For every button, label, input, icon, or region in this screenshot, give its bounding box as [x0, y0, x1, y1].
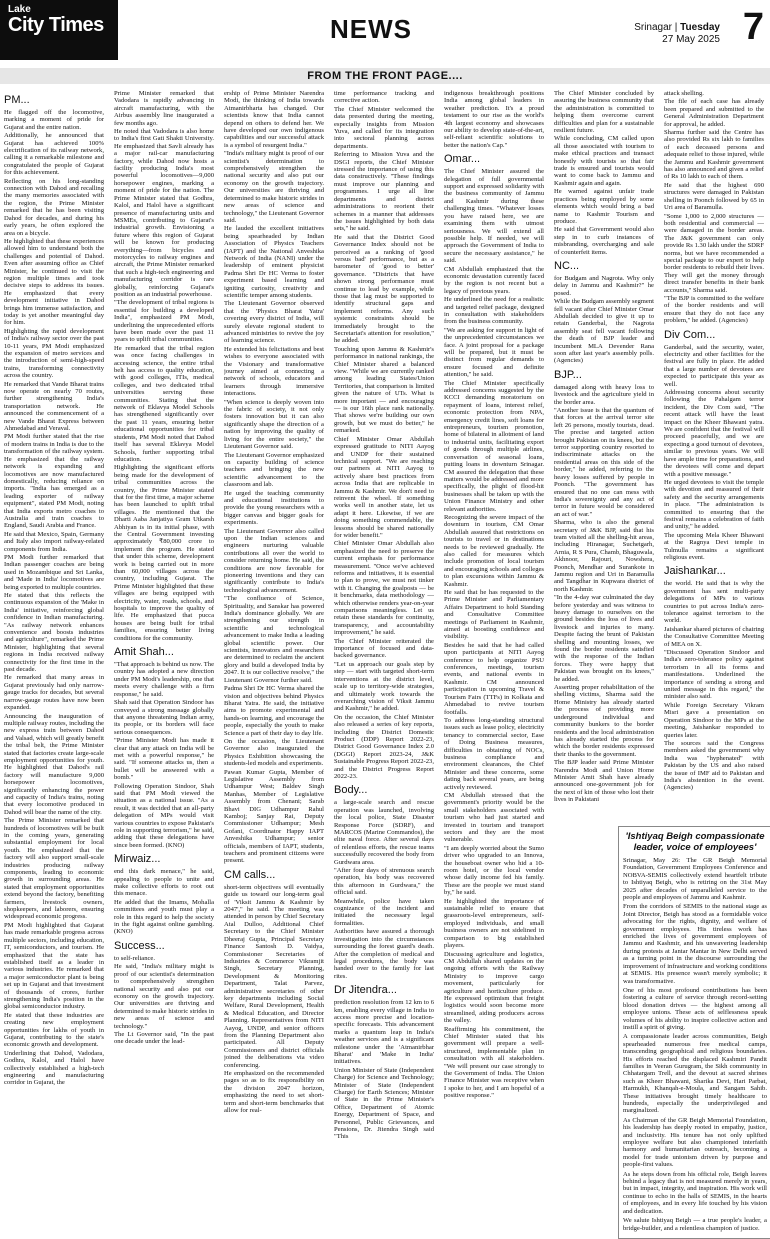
article-paragraph: Highlighting the significant efforts being made for the development of tribal communities across the country, the Prime Minister stated that for the first time, a major scheme has been launched to uplift tribal villages. He mentioned that the Dharti Aaba Janjatiya Gram Utkarsh Abhiyan is in its initial phase, with the Central Government investing approximately ₹80,000 crore to implement the program. He stated that under this scheme, development work is being carried out in more than 60,000 villages across the country, including Gujarat. The Prime Minister highlighted that these villages are being equipped with electricity, water, roads, schools, and hospitals to improve the quality of life. He emphasized that pucca houses are being built for tribal families, ensuring better living conditions for the community. [114, 464, 214, 642]
article-paragraph: Addressing concerns about security following the Pahalgam terror incident, the Div Com said, "The recent attack will have the least impact on the Kheer Bhawani yatra. We are confident that the festival will proceed peacefully, and we are expecting a good turnout of devotees, similar to previous years. We will have ample time for preparations, and the devotees will come and depart with a positive message." [664, 389, 764, 478]
article-paragraph: Additionally, he announced that Gujarat has achieved 100% electrification of its railway network, calling it a remarkable milestone and congratulated the people of Gujarat for this achievement. [4, 132, 104, 177]
article-paragraph: "The BJP is committed to the welfare of the border residents and will ensure that they do not face any problem," he added. (Agencies) [664, 294, 764, 325]
article-heading: Div Com... [664, 328, 716, 341]
article-paragraph: He stated that this reflects the continuous expansion of the 'Make in India' initiative, reinforcing global confidence in Indian manufacturing. "As railway network enhances convenience and boosts industries and agriculture", remarked the Prime Minister, highlighting that several regions in India received railway connectivity for the first time in the past decade. [4, 592, 104, 674]
article-paragraph: He said that Government would also step in to curb instances of misbranding, overcharging and sale of counterfeit items. [554, 226, 654, 256]
article-paragraph: Sharma further said the Centre has also provided Rs six lakh to families of each deceased persons and adequate relief to those injured, while the Jammu and Kashmir government has also announced and given a relief of Rs 10 lakh to each of them. [664, 129, 764, 181]
article-paragraph: He said that he has requested to the Prime Minister and Parliamentary Affairs Department to hold Standing and Consultative Committee meetings of Parliament in Kashmir, aimed at boosting confidence and visibility. [444, 589, 544, 641]
article-paragraph: prediction resolution from 12 km to 6 km, enabling every village in India to access more precise and location-specific forecasts. This advancement marks a quantum leap in India's weather services and is a significant milestone under the 'Atmanirbhar Bharat' and 'Make in India' initiatives. [334, 999, 434, 1066]
article-paragraph: The Prime Minister remarked that hundreds of locomotives will be built in the coming years, generating substantial employment for local youth. He emphasized that the factory will also support small-scale industries producing railway components, leading to economic growth in surrounding areas. He stated that employment opportunities extend beyond the factory, benefiting farmers, livestock owners, shopkeepers, and laborers, ensuring widespread economic progress. [4, 817, 104, 921]
article-paragraph: He remarked that many areas in Gujarat previously had only narrow-gauge tracks for decades, but several narrow-gauge routes have now been expanded. [4, 674, 104, 712]
article-paragraph: He flagged off the locomotive, marking a moment of pride for Gujarat and the entire nation. [4, 109, 104, 131]
article-paragraph: "Let us approach our goals step by step — start with targeted short-term interventions at the district level, scale up to territory-wide strategies, and ultimately work towards the overarching vision of Viksit Jammu and Kashmir," he added. [334, 660, 434, 713]
article-paragraph: He said that Mexico, Spain, Germany and Italy also import railway-related components from India. [4, 530, 104, 553]
tribute-paragraph: As Chairman of the GR Beigh Memorial Foundation, his leadership has deeply rooted in empathy, justice, and inclusivity. His tenure has not only uplifted employee welfare but also championed interfaith harmony and humanitarian outreach, becoming a model for trade unionism driven by purpose and people-first values. [623, 1116, 767, 1169]
article-paragraph: Following Operation Sindoor, Shah said that PM Modi viewed the situation as a national issue. "As a result, it was decided that an all-party delegation of MPs would visit various countries to expose Pakistan's role in supporting terrorism," he said, adding that these delegations have since been formed. (KNO) [114, 782, 214, 849]
date: 27 May 2025 [662, 34, 720, 45]
tribute-title: 'Ishtiyaq Beigh compassionate leader, voice of employees' [625, 831, 765, 853]
article-heading: Amit Shah... [114, 646, 174, 659]
city: Srinagar [634, 22, 672, 33]
date-block: Srinagar | Tuesday 27 May 2025 [634, 22, 720, 45]
article-paragraph: "In the 4-day war culminated the day before yesterday and was witness to heavy damage to ourselves on the ground besides the loss of lives and livestock and injuries to many. Despite facing the brunt of Pakistan shelling and mounting losses, we found the border residents satisfied with the response of the Indian forces. They were happy that Pakistan was brought on its knees," he added. [554, 594, 654, 683]
article-paragraph: "Another issue is that the quantum of that forces at the arrival terror site left 26 persons, mostly tourists, dead. The precise and targeted action brought Pakistan on its knees, but the terror supporting country resorted to indiscriminate attacks on the residential areas on this side of the border," he added, referring to the heavy losses suffered by people in Poonch. "The government has ensured that no one can mess with India's sovereignty and any act of terror in future would be considered an act of war." [554, 407, 654, 518]
article-paragraph: time performance tracking and corrective action. [334, 90, 434, 105]
article-paragraph: The Chief Minister specifically addressed concerns suggested by the KCCI demanding moratorium on repayment of loans, interest relief, economic protection from NPA, emergency credit lines, soft loans for entrepreneurs, tourism promotion, home of bilateral in allotment of land to industrial units, facilitating export of goods through multiple airlines, conversation of seasonal loans, putting loans in downturn Srinagar. CM assured the delegation that these matters would be addressed and more specifically, the plight of flood-hit businesses shall be taken up with the Union Finance Ministry and other relevant authorities. [444, 379, 544, 513]
article-paragraph: "We are asking for support in light of the unprecedented circumstances we face. A joint proposal for a package will be prepared, but it must be distinct from regular demands to ensure focused and definite attention," he said. [444, 326, 544, 379]
tribute-paragraph: As he steps down from his official role, Beigh leaves behind a legacy that is not measured merely in years, but in impact, integrity, and inspiration. His work will continue to echo in the halls of SEMIS, in the hearts of employees, and in every life touched by his vision and dedication. [623, 1170, 767, 1215]
article-paragraph: He added that the Imams, Mohalla committees and youth must play a role in this regard to help the society in the fight against online gambling. (KNO) [114, 898, 214, 936]
article-paragraph: Highlighting the rapid development of India's railway sector over the past 10-11 years, PM Modi emphasized the expansion of metro services and the introduction of semi-high-speed trains, transforming connectivity across the country. [4, 327, 104, 380]
column-7 [664, 90, 764, 820]
article-paragraph: He warned against unfair trade practices being employed by some elements which would bring a bad name to Kashmir Tourism and produce. [554, 188, 654, 225]
article-paragraph: While concluding, CM called upon all those associated with tourism to make ethical practices and transact honestly with tourists so that fair trade is ensured and tourists would want to come back to Jammu and Kashmir again and again. [554, 135, 654, 187]
article-paragraph: "When science is deeply woven into the fabric of society, it not only fosters innovation but it can also significantly shape the direction of a nation by improving the quality of living for the entire society," the Lieutenant Governor said. [224, 398, 324, 451]
article-paragraph: "The development of tribal regions is essential for building a developed India", emphasized PM Modi, underlining the unprecedented efforts have been made over the past 11 years to uplift tribal communities. [114, 299, 214, 344]
article-paragraph: Pawan Kumar Gupta, Member of Legislative Assembly from Udhampur West; Baldev Singh Manhas, Member of Legislative Assembly from Chenani; Sarab Bhavi DIG Udhampur Rahul Kamboj; Sanjay Rai, Deputy Commissioner Udhampur; Mesh Gofani, Coordinator Happy IAPT Anveshika Udhampur; senior officials, members of IAPT, students, teachers and prominent citizens were present. [224, 768, 324, 865]
article-heading: PM... [4, 94, 30, 106]
article-paragraph: He said that the District Good Governance Index should not be perceived as a ranking of 'good versus bad' performance, but as a barometer of 'good to better' governance. "Districts that have shown strong performance must continue to lead by example, while those that lag must be supported to identify structural gaps and implement reforms. Any such systemic constraints should be immediately brought to the Secretariat's attention for resolution," he added. [334, 233, 434, 345]
article-paragraph: Asserting proper rehabilitation of the shelling victims, Sharma said the Home Ministry has already started the process of providing more underground individual and community bunkers to the border residents and the local administration has already started the process for which the border residents expressed their thanks to the government. [554, 684, 654, 758]
article-paragraph: Padma Shri Dr HC Verma shared the vision and objectives behind Physics Bharat Yatra. He said, the initiative aims to promote experimental and hands-on learning, and encourage the people, especially the youth to make Science a part of their day to day life. [224, 685, 324, 737]
article-paragraph: The Chief Minister reiterated the importance of focused and data-backed governance. [334, 637, 434, 660]
article-paragraph: The file of each case has already been prepared and submitted to the General Administration Department for approval, he added. [664, 98, 764, 128]
article-paragraph: Shah said that Operation Sindoor has conveyed a strong message globally that anyone threatening Indian army, its people, or its borders will face serious consequences. [114, 699, 214, 736]
article-heading: Mirwaiz... [114, 853, 161, 866]
tribute-box [618, 826, 770, 1239]
article-paragraph: Prime Minister remarked that Vadodara is rapidly advancing in aircraft manufacturing, with the Airbus assembly line inaugurated a few months ago. [114, 90, 214, 127]
article-paragraph: He highlighted the importance of sustainable relief to ensure that grassroots-level entrepreneurs, self-employed individuals, and small business owners are not sidelined in comparison to big established players. [444, 897, 544, 950]
article-paragraph: He remarked that the tribal region was once facing challenges in accessing science, the entire tribal belt has access to quality education, with good colleges, ITIs, medical colleges, and two dedicated tribal universities serving these communities. Stating that the network of Eklavya Model Schools has strengthened significantly over the past 11 years, ensuring better educational opportunities for tribal students, PM Modi noted that Dahod itself has several Eklavya Model Schools, further supporting tribal education. [114, 344, 214, 463]
article-paragraph: "India's military might is proof of our scientist's determination to comprehensively strengthen the national security and also put our economy on the growth trajectory. Our universities are thriving and determined to make historic strides in new areas of science and technology," the Lieutenant Governor said. [224, 150, 324, 224]
article-paragraph: Chief Minister Omar Abdullah expressed gratitude to NITI Aayog and UNDP for their sustained technical support. "We are reaching our partners at NITI Aayog to actively share best practices from across India that are replicable in Jammu & Kashmir. We don't need to reinvent the wheel. If something works well in another state, let us adapt it here. Likewise, if we are doing something commendable, the lessons should be shared nationally for wider benefit." [334, 435, 434, 539]
page-number: 7 [742, 6, 764, 48]
article-paragraph: The Chief Minister concluded by assuring the business community that the administration is committed to helping them overcome current difficulties and plan for a sustainable resilient future. [554, 90, 654, 135]
tribute-paragraph: One of his most profound contributions has been fostering a culture of service through record-setting blood donation drives — the highest among all employee unions. These acts of selflessness speak volumes of his ability to inspire collective action and instill a spirit of giving. [623, 986, 767, 1031]
article-paragraph: He said that the highest 690 structures were damaged in Pakistan shelling in Poonch followed by 65 in Uri area of Baramulla. [664, 181, 764, 212]
logo-small-text: Lake [8, 4, 31, 15]
article-paragraph: He said, "India's military might is proof of our scientist's determination to comprehensively strengthen national security and also put our economy on the growth trajectory. Our universities are thriving and determined to make historic strides in new areas of science and technology." [114, 963, 214, 1030]
tribute-paragraph: From the corridors of SEMIS to the national stage as Joint Director, Beigh has stood as a formidable voice advocating for the rights, dignity, and welfare of government employees. His tireless work has enriched the lives of government employees of Jammu and Kashmir, and his unwavering leadership during protests at Jantar Mantar in New Delhi served as a turning point in the discourse surrounding the improvement of infrastructure and working conditions at SEMIS. His presence wasn't merely symbolic; it was transformative. [623, 903, 767, 985]
article-paragraph: Chief Minister Omar Abdullah also emphasized the need to preserve the current emphasis for performance measurement. "Once we've achieved reforms and initiatives, it is essential to plan to prove, we must not tinker with it. Changing the goalposts — be it benchmarks, data methodology — which otherwise renders year-on-year comparisons meaningless. Let us retain these standards for continuity, transparency, and accountability improvement," he said. [334, 540, 434, 637]
article-paragraph: CM Abdullah emphasized that the economic devastation currently faced by the region is not recent but a legacy of previous years. [444, 265, 544, 295]
article-paragraph: the world. He said that is why the government has sent multi-party delegations of MPs to various countries to put across India's zero-tolerance against terrorism to the world. [664, 580, 764, 625]
article-paragraph: "That approach is behind us now. The country has adopted a new direction under PM Modi's leadership, one that meets every challenge with a firm response," he said. [114, 661, 214, 698]
article-paragraph: "Discussed Operation Sindoor and India's zero-tolerance policy against terrorism in all its forms and manifestations. Underlined the importance of sending a strong and united message in this regard," the minister also said. [664, 649, 764, 701]
article-paragraph: Reflecting on his long-standing connection with Dahod and recalling the many memories associated with the region, the Prime Minister remarked that he has been visiting Dahod for decades, and during his early years, he often explored the area on a bicycle. [4, 177, 104, 237]
article-paragraph: for Budgam and Nagrota. Why only delay in Jammu and Kashmir?" he posed. [554, 274, 654, 297]
article-paragraph: Besides he said that he had called upon participants at NITI Aayog conference to help organize PSU conferences, meetings, tourism events, and national events in Kashmir. CM announced participation in upcoming Travel & Tourism Fairs (TTFs) in Kolkata and Ahmedabad to revive tourism footfalls. [444, 641, 544, 716]
article-paragraph: Touching upon Jammu & Kashmir's performance in national rankings, the Chief Minister shared a balanced view. "While we are currently ranked among leading States/Union Territories, that comparison is limited given the nature of UTs. What is more important — and encouraging — is our 16th place rank nationally. That shows we're building our own growth, but we must do better," he remarked. [334, 345, 434, 435]
article-heading: Success... [114, 939, 165, 952]
article-paragraph: He stated that these industries are creating new employment opportunities for lakhs of youth in Gujarat, contributing to the state's economic growth and development. [4, 1011, 104, 1049]
article-paragraph: While the Budgam assembly segment fell vacant after Chief Minister Omar Abdullah decided to give it up to retain Ganderbal, the Nagrota assembly seat fell vacant following the death of BJP leader and incumbent MLA Devender Rana soon after last year's assembly polls. (Agencies) [554, 298, 654, 365]
article-paragraph: While Foreign Secretary Vikram Misri gave a presentation on Operation Sindoor to the MPs at the meeting, Jaishankar responded to queries later. [664, 701, 764, 739]
column-2 [114, 90, 214, 1166]
article-paragraph: Jaishankar shared pictures of chairing the Consultative Committee Meeting of MEA on X. [664, 625, 764, 648]
article-heading: Jaishankar... [664, 565, 726, 578]
article-paragraph: Authorities have assured a thorough investigation into the circumstances surrounding the forest guard's death. After the completion of medical and legal procedures, the body was handed over to the family for last rites. [334, 928, 434, 980]
article-paragraph: The Lieutenant Governor also called upon the Indian sciences and engineers nurturing valuable contributions all over the world to consider returning home. He said, the conditions are now favorable for pioneering inventions and they can significantly contribute to India's technological advancement. [224, 527, 324, 594]
article-paragraph: The BJP leader said Prime Minister Narendra Modi and Union Home Minister Amit Shah have already announced one-government job for the next of kin of those who lost their lives in Pakistani [554, 759, 654, 804]
article-paragraph: Referring to Mission Yuva and the DSGI reports, the Chief Minister stressed the importance of using this data constructively. "These findings must improve our planning and programmes. I urge all line departments and district administrations to reorient their schemes in a manner that addresses the issues highlighted by both data sets," he said. [334, 151, 434, 233]
article-paragraph: Meanwhile, police have taken cognizance of the incident and initiated the necessary legal formalities. [334, 897, 434, 927]
article-paragraph: He urged devotees to visit the temple with devotion and reassured of their safety and the security arrangements in place. "The administration is committed to ensuring that the festival remains a celebration of faith and unity," he added. [664, 478, 764, 531]
article-heading: NC... [554, 259, 580, 272]
article-paragraph: end this dark menace," he said, appealing to people to unite and make collective efforts to root out this menace. [114, 868, 214, 898]
article-paragraph: He underlined the need for a realistic and targeted relief package, designed in consultation with stakeholders from the business community. [444, 296, 544, 326]
article-paragraph: Ganderbal, said the security, water, electricity and other facilities for the festival are fully in place. He added that a large number of devotees are expected to participate this year as well. [664, 343, 764, 388]
article-paragraph: The Chief Minister welcomed the data presented during the meeting, especially insights from Mission Yuva, and called for its integration into sectoral planning across departments. [334, 105, 434, 150]
column-5 [444, 90, 544, 1166]
article-paragraph: The sources said the Congress members asked the government why India was "hyphenated" with Pakistan by the US and also raised the issue of IMF aid to Pakistan and India's abstention in the event. (Agencies) [664, 739, 764, 792]
article-paragraph: Underlining that Dahod, Vadodara, Godhra, Kalol, and Halol have collectively established a high-tech engineering and manufacturing corridor in Gujarat, the [4, 1049, 104, 1087]
article-paragraph: Discussing agriculture and logistics, CM Abdullah shared updates on the ongoing efforts with the Railway Ministry to improve cargo movement, particularly for agriculture and horticulture produce. He expressed optimism that freight logistics would soon become more streamlined, aiding producers across the valley. [444, 950, 544, 1025]
column-1 [4, 90, 104, 1166]
article-paragraph: Reaffirming his commitment, the Chief Minister stated that his government will prepare a well-structured, implementable plan in consultation with all stakeholders. "We will present our case strongly to the Government of India. The Union Finance Minister was receptive when I spoke to her, and I am hopeful of a positive response." [444, 1025, 544, 1100]
article-paragraph: He remarked that Vande Bharat trains now operate on nearly 70 routes, further strengthening India's transportation network. He announced the commencement of a new Vande Bharat Express between Ahmedabad and Veraval. [4, 380, 104, 433]
article-paragraph: The Lieutenant Governor observed that the 'Physics Bharat Yatra' covering every district of India, will surely elevate regional student to advanced ministries to revive the joy of learning science. [224, 300, 324, 345]
article-paragraph: "After four days of strenuous search operation, his body was recovered this afternoon in Gurdwara," the official said. [334, 867, 434, 897]
article-paragraph: He noted that Vadodara is also home to India's first Gati Shakti University. He emphasized that Savli already has a major rail-car manufacturing factory, while Dahod now hosts a facility producing India's most powerful locomotives—9,000 horsepower engines, marking a moment of pride for the nation. The Prime Minister stated that Godhra, Kalol, and Halol have a significant presence of manufacturing units and MSMEs, contributing to Gujarat's industrial growth. Envisioning a future where this region of Gujarat will be known for producing everything—from bicycles and motorcycles to railway engines and aircraft, the Prime Minister remarked that such a high-tech engineering and manufacturing corridor is rare globally, reinforcing Gujarat's position as an industrial powerhouse. [114, 128, 214, 298]
article-paragraph: The Chief Minister assured the delegation of full governmental support and expressed solidarity with the business community of Jammu and Kashmir during these challenging times. "Whatever losses you have raised here, we are examining them with utmost seriousness. We will extend all possible help. If needed, we will approach the Government of India to secure the necessary assistance," he said. [444, 168, 544, 265]
section-title: NEWS [330, 14, 412, 44]
article-paragraph: He highlighted that these experiences allowed him to understand both the challenges and potential of Dahod. Even after assuming office as Chief Minister, he continued to visit the region multiple times and took decisive steps to address its issues. He emphasized that every development initiative in Dahod brings him immense satisfaction, and today is yet another meaningful day for him. [4, 237, 104, 327]
tribute-paragraph: We salute Ishtiyaq Beigh — a true people's leader, a bridge-builder, and a relentless champion of justice. [623, 1217, 767, 1232]
article-paragraph: Recognizing the severe impact of the downturn in tourism, CM Omar Abdullah assured that restrictions on tourists to travel or in destinations needs to be reviewed gradually. He also called for measures which include promotion of local tourism and encouraging schools and colleges to plan excursions within Jammu & Kashmir. [444, 513, 544, 588]
article-paragraph: Union Minister of State (Independent Charge) for Science and Technology; Minister of State (Independent Charge) for Earth Sciences; Minister of State in the Prime Minister's Office, Department of Atomic Energy, Department of Space, and Personnel, Public Grievances, and Pensions, Dr. Jitendra Singh said "This [334, 1066, 434, 1141]
newspaper-logo[interactable] [0, 0, 118, 60]
article-paragraph: PM Modi further stated that the rise of modern trains in India is due to the transformation of the railway system. He emphasized that the railway network is expanding and locomotives are now manufactured domestically, reducing reliance on imports. "India has emerged as a leading exporter of railway equipment", stated PM Modi, noting that India exports metro coaches to Australia and train coaches to England, Saudi Arabia and France. [4, 433, 104, 530]
masthead [0, 0, 770, 60]
article-paragraph: On the occasion, the Lieutenant Governor also inaugurated the Physics Exhibition showcasing the students-led models and experiments. [224, 737, 324, 768]
article-paragraph: He urged the teaching community and educational institutions to provide the young researchers with a bigger canvas and bigger goals for experiments. [224, 489, 324, 527]
article-paragraph: "Prime Minister Modi has made it clear that any attack on India will be met with a powerful response," he said. "If someone attacks us, then a bullet will be answered with a bomb." [114, 737, 214, 782]
article-heading: BJP... [554, 368, 582, 381]
article-paragraph: On the occasion, the Chief Minister also released a series of key reports, including the District Domestic Product (DDP) Report 2022-23, District Good Governance Index 2.0 (DGGI) Report 2023-24, J&K Sustainable Progress Report 2022-23, and the District Progress Report 2022-23. [334, 713, 434, 780]
article-paragraph: To address long-standing structural issues such as lease policy, electricity tenancy to commercial sector, Ease of Doing Business measures, difficulties in obtaining of NOCs, business compliance and environment clearances, the Chief Minister and these concerns, some dating back several years, are being actively reviewed. [444, 716, 544, 791]
article-paragraph: "I am deeply worried about the Sumo driver who upgraded to an Innova, the houseboat owner who hid a 10-room hotel, or the local vendor whose daily income fed his family. These are the people we must stand by," he said. [444, 844, 544, 897]
article-paragraph: "The confluence of Science, Spirituality, and Sanskar has powered India's dominance globally. We are strengthening our strength in scientific and technological advancement to make India a leading global scientific power. Our scientists, innovators and researchers are determined to reclaim the ancient glory and build a developed India by 2047. It is our collective resolve," the Lieutenant Governor further said. [224, 595, 324, 684]
article-paragraph: The Lieutenant Governor emphasized on capacity building of science teachers and bringing the new scientific advancement to the classroom and lab. [224, 451, 324, 489]
column-3 [224, 90, 324, 1166]
article-paragraph: He emphasized on the recommended pages so as to fix responsibility on the division 2047 horizon, emphasizing the need to set short-term and short-term benchmarks that allow for real- [224, 1070, 324, 1115]
day: Tuesday [680, 22, 720, 33]
article-paragraph: CM Abdullah stressed that the government's priority would be the small stakeholders associated with tourism who had just started and invested in tourism and transport sectors and they are the most vulnerable. [444, 791, 544, 844]
column-4 [334, 90, 434, 1166]
article-paragraph: He lauded the excellent initiatives being spearheaded by Indian Association of Physics Teachers (IAPT) and the National Anveshika Network of India (NANI) under the leadership of eminent physicist Padma Shri Dr HC Verma to foster experiment based learning and igniting curiosity, creativity and scientific temper among students. [224, 225, 324, 299]
article-paragraph: short-term objectives will eventually guide us toward our long-term goal of 'Viksit Jammu & Kashmir by 2047'," he said. The meeting was attended in person by Chief Secretary Atal Dulloo, Additional Chief Secretary to the Chief Minister Dheeraj Gupta, Principal Secretary Finance Santosh D. Vaidya, Commissioner Secretaries of Industries & Commerce Vikramjit Singh, Secretary Planning, Development & Monitoring Department, Talat Parvez, administrative secretaries of other key departments including Social Welfare, Rural Development, Health & Medical Education, and Director Planning. Representatives from NITI Aayog, UNDP, and senior officers from the Planning Department also participated. All Deputy Commissioners and district officials joined the deliberations via video conferencing. [224, 883, 324, 1069]
article-paragraph: Sharma, who is also the general secretary of J&K BJP, said that his team visited all the shelling-hit areas, including Hiranagar, Suchetgarh, Arnia, R S Pura, Chamb, Bhaguwala, Akhnoor, Rajouri, Nowshera, Poonch, Mendhar and Surankote in Jammu region and Uri in Baramulla and Tangdhar in Kupwara district of north Kashmir. [554, 519, 654, 593]
article-paragraph: The Lt Governor said, "In the past one decade under the lead- [114, 1030, 214, 1046]
tribute-paragraph: A compassionate leader across communities, Beigh spearheaded numerous free medical camps, transcending geographical and religious boundaries. His efforts reached the displaced Kashmiri Pandit families in Veeran Gurugram, the Sikh community in Chhatargam Trell, and the devout at sacred shrines such as Kheer Bhawani, Sharika Devi, Hari Parbat, Harmukh, Khanqah-e-Moula, and Sangam Sahib. These initiatives brought timely healthcare to hundreds, especially the underprivileged and marginalized. [623, 1033, 767, 1115]
article-paragraph: PM Modi highlighted that Gujarat has made remarkable progress across multiple sectors, including education, IT, semiconductors, and tourism. He emphasized that the state has established itself as a leader in various industries. He remarked that a major semiconductor plant is being set up in Gujarat and that investment of thousands of crores, further strengthening India's position in the global semiconductor industry. [4, 921, 104, 1011]
article-paragraph: Announcing the inauguration of multiple railway routes, including the new express train between Dahod and Valsad, which will greatly benefit the tribal belt, the Prime Minister stated that factories create large-scale employment opportunities for youth. He highlighted that Dahod's rail factory will manufacture 9,000 horsepower locomotives, significantly enhancing the power and capacity of India's trains, noting that every locomotive produced in Dahod will bear the name of the city. [4, 712, 104, 816]
article-paragraph: a large-scale search and rescue operation was launched, involving the local police, State Disaster Response Force (SDRF), and MARCOS (Marine Commandos), the elite naval force. After several days of relentless efforts, the rescue teams successfully recovered the body from Gurdwara area. [334, 799, 434, 866]
article-paragraph: "Some 1,000 to 2,000 structures — both residential and commercial — were damaged in the border areas. The J&K government can only provide Rs 1.30 lakh under the SDRF norms, but we have recommended a special package to our expert to help border residents to rebuild their lives. They will get the money through direct transfer benefits in their bank accounts," Sharma said. [664, 212, 764, 294]
logo-main-text: City Times [8, 14, 104, 36]
article-paragraph: ership of Prime Minister Narendra Modi, the thinking of India towards Atmanirbharta has changed. Our scientists know that India cannot depend on others to defend her. We have developed our own indigenous capabilities and our successful attack is a symbol of resurgent India." [224, 90, 324, 149]
article-heading: Body... [334, 784, 368, 797]
article-paragraph: indigenous breakthrough positions India among global leaders in weather prediction. It's a proud testament to our rise as the world's 4th largest economy and showcases our ability to develop state-of-the-art, self-reliant scientific solutions to better the nation's Cap." [444, 90, 544, 149]
article-heading: CM calls... [224, 868, 276, 881]
section-ribbon: FROM THE FRONT PAGE.... [0, 68, 770, 84]
article-heading: Omar... [444, 153, 481, 166]
tribute-paragraph: Srinagar, May 26: The GR Beigh Memorial Foundation, Government Employees Conference and NOBVA-SEMIS collectively extend heartfelt tribute to Ishtiyaq Beigh, who is retiring on the 31st May 2025 after decades of unparalleled service to the people and employees of Jammu and Kashmir. [623, 857, 767, 902]
article-paragraph: He extended his felicitations and best wishes to everyone associated with the Visionary and transformative journey aimed at connecting a network of schools, educators and learners through immersive interactions. [224, 345, 324, 398]
article-paragraph: damaged along with heavy loss to livestock and the agriculture yield in the border area. [554, 383, 654, 406]
article-paragraph: The upcoming Mela Kheer Bhawani at the Ragnya Devi temple in Tulmulla remains a significant religious event. [664, 531, 764, 561]
tribute-body [623, 857, 767, 1232]
article-paragraph: PM Modi further remarked that Indian passenger coaches are being used in Mozambique and Sri Lanka, and 'Made in India' locomotives are being exported to multiple countries. [4, 553, 104, 591]
article-heading: Dr Jitendra... [334, 984, 397, 997]
article-paragraph: attack shelling. [664, 90, 704, 97]
article-paragraph: to self-reliance. [114, 954, 156, 962]
